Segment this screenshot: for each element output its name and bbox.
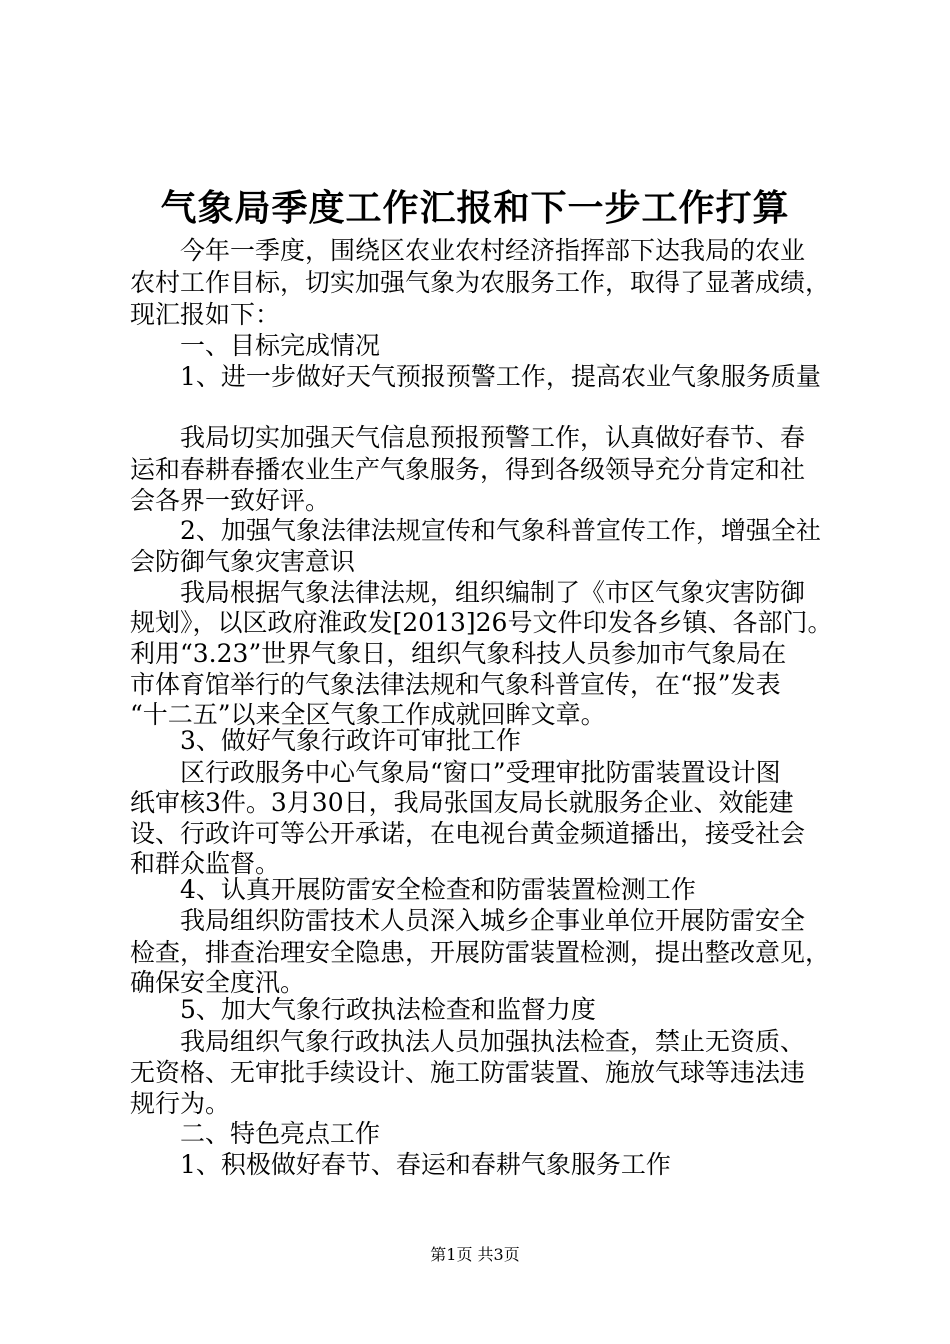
subsection-heading: 1、进一步做好天气预报预警工作，提高农业气象服务质量 (180, 362, 821, 391)
section-heading: 一、目标完成情况 (180, 331, 381, 360)
page-number-footer: 第1页 共3页 (430, 1245, 520, 1264)
subsection-heading: 2、加强气象法律法规宣传和气象科普宣传工作，增强全社 (180, 516, 821, 545)
subsection-heading: 4、认真开展防雷安全检查和防雷装置检测工作 (180, 875, 696, 904)
paragraph-line: 区行政服务中心气象局“窗口”受理审批防雷装置设计图 (180, 758, 781, 787)
paragraph-line: 确保安全度汛。 (130, 968, 306, 997)
paragraph-line: 会各界一致好评。 (130, 486, 331, 515)
document-title: 气象局季度工作汇报和下一步工作打算 (160, 187, 790, 229)
paragraph-line: 检查，排查治理安全隐患，开展防雷装置检测，提出整改意见， (130, 938, 831, 967)
paragraph-line: 我局根据气象法律法规，组织编制了《市区气象灾害防御 (180, 578, 806, 607)
paragraph-line: 纸审核3件。3月30日，我局张国友局长就服务企业、效能建 (130, 788, 794, 817)
paragraph-line: 市体育馆举行的气象法律法规和气象科普宣传，在“报”发表 (130, 670, 781, 699)
paragraph-line: 我局组织气象行政执法人员加强执法检查，禁止无资质、 (180, 1027, 806, 1056)
paragraph-line: 无资格、无审批手续设计、施工防雷装置、施放气球等违法违 (130, 1058, 806, 1087)
paragraph-line: 农村工作目标，切实加强气象为农服务工作，取得了显著成绩， (130, 268, 831, 297)
paragraph-line: 规行为。 (130, 1089, 231, 1118)
paragraph-line: 运和春耕春播农业生产气象服务，得到各级领导充分肯定和社 (130, 455, 806, 484)
paragraph-line: 和群众监督。 (130, 849, 281, 878)
paragraph-line: 今年一季度，围绕区农业农村经济指挥部下达我局的农业 (180, 236, 806, 265)
subsection-heading: 1、积极做好春节、春运和春耕气象服务工作 (180, 1150, 671, 1179)
paragraph-line: 现汇报如下： (130, 300, 281, 329)
paragraph-line: 利用“3.23”世界气象日，组织气象科技人员参加市气象局在 (130, 639, 787, 668)
subsection-heading: 5、加大气象行政执法检查和监督力度 (180, 995, 596, 1024)
subsection-heading: 3、做好气象行政许可审批工作 (180, 726, 521, 755)
paragraph-line: 规划》，以区政府淮政发[2013]26号文件印发各乡镇、各部门。 (130, 608, 833, 637)
paragraph-line: 我局组织防雷技术人员深入城乡企事业单位开展防雷安全 (180, 906, 806, 935)
paragraph-line: 我局切实加强天气信息预报预警工作，认真做好春节、春 (180, 423, 806, 452)
subsection-heading: 会防御气象灾害意识 (130, 547, 356, 576)
paragraph-line: “十二五”以来全区气象工作成就回眸文章。 (130, 700, 606, 729)
section-heading: 二、特色亮点工作 (180, 1119, 381, 1148)
paragraph-line: 设、行政许可等公开承诺，在电视台黄金频道播出，接受社会 (130, 819, 806, 848)
